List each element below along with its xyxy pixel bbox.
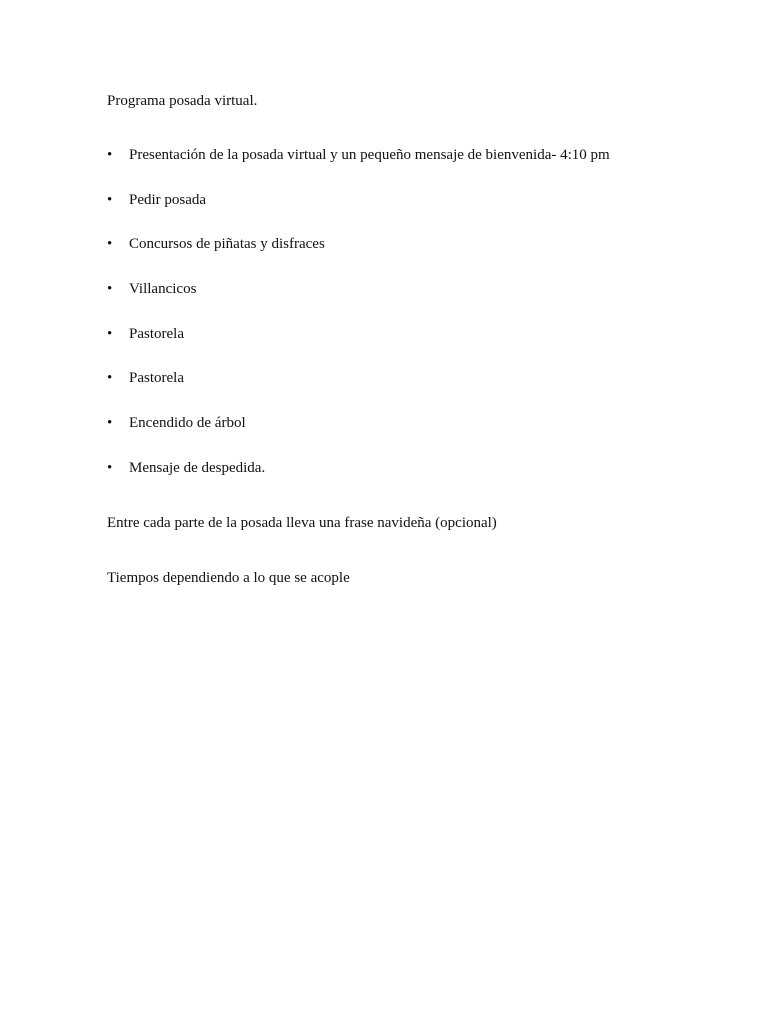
list-item-text: Concursos de piñatas y disfraces bbox=[129, 236, 325, 253]
bullet-icon: • bbox=[107, 370, 113, 387]
document-title: Programa posada virtual. bbox=[107, 93, 258, 109]
list-item bbox=[107, 413, 610, 458]
list-item-text: Villancicos bbox=[129, 281, 197, 298]
bullet-icon: • bbox=[107, 415, 113, 432]
list-item bbox=[107, 145, 610, 190]
list-item bbox=[107, 190, 610, 235]
bullet-icon: • bbox=[107, 281, 113, 298]
bullet-icon: • bbox=[107, 459, 113, 476]
list-item-text: Mensaje de despedida. bbox=[129, 459, 266, 476]
list-item-text: Pastorela bbox=[129, 325, 184, 342]
note-paragraph: Entre cada parte de la posada lleva una frase navideña (opcional) bbox=[107, 515, 497, 531]
bullet-icon: • bbox=[107, 236, 113, 253]
bullet-icon: • bbox=[107, 191, 113, 208]
list-item bbox=[107, 279, 610, 324]
bullet-icon: • bbox=[107, 325, 113, 342]
list-item-text: Pastorela bbox=[129, 370, 184, 387]
program-list bbox=[107, 145, 610, 503]
note-paragraph: Tiempos dependiendo a lo que se acople bbox=[107, 570, 350, 586]
list-item-text: Presentación de la posada virtual y un pequeño mensaje de bienvenida- 4:10 pm bbox=[129, 147, 610, 163]
list-item bbox=[107, 458, 610, 503]
bullet-icon: • bbox=[107, 147, 113, 163]
list-item bbox=[107, 324, 610, 369]
list-item bbox=[107, 234, 610, 279]
list-item-text: Encendido de árbol bbox=[129, 415, 246, 432]
list-item-text: Pedir posada bbox=[129, 191, 207, 208]
list-item bbox=[107, 368, 610, 413]
